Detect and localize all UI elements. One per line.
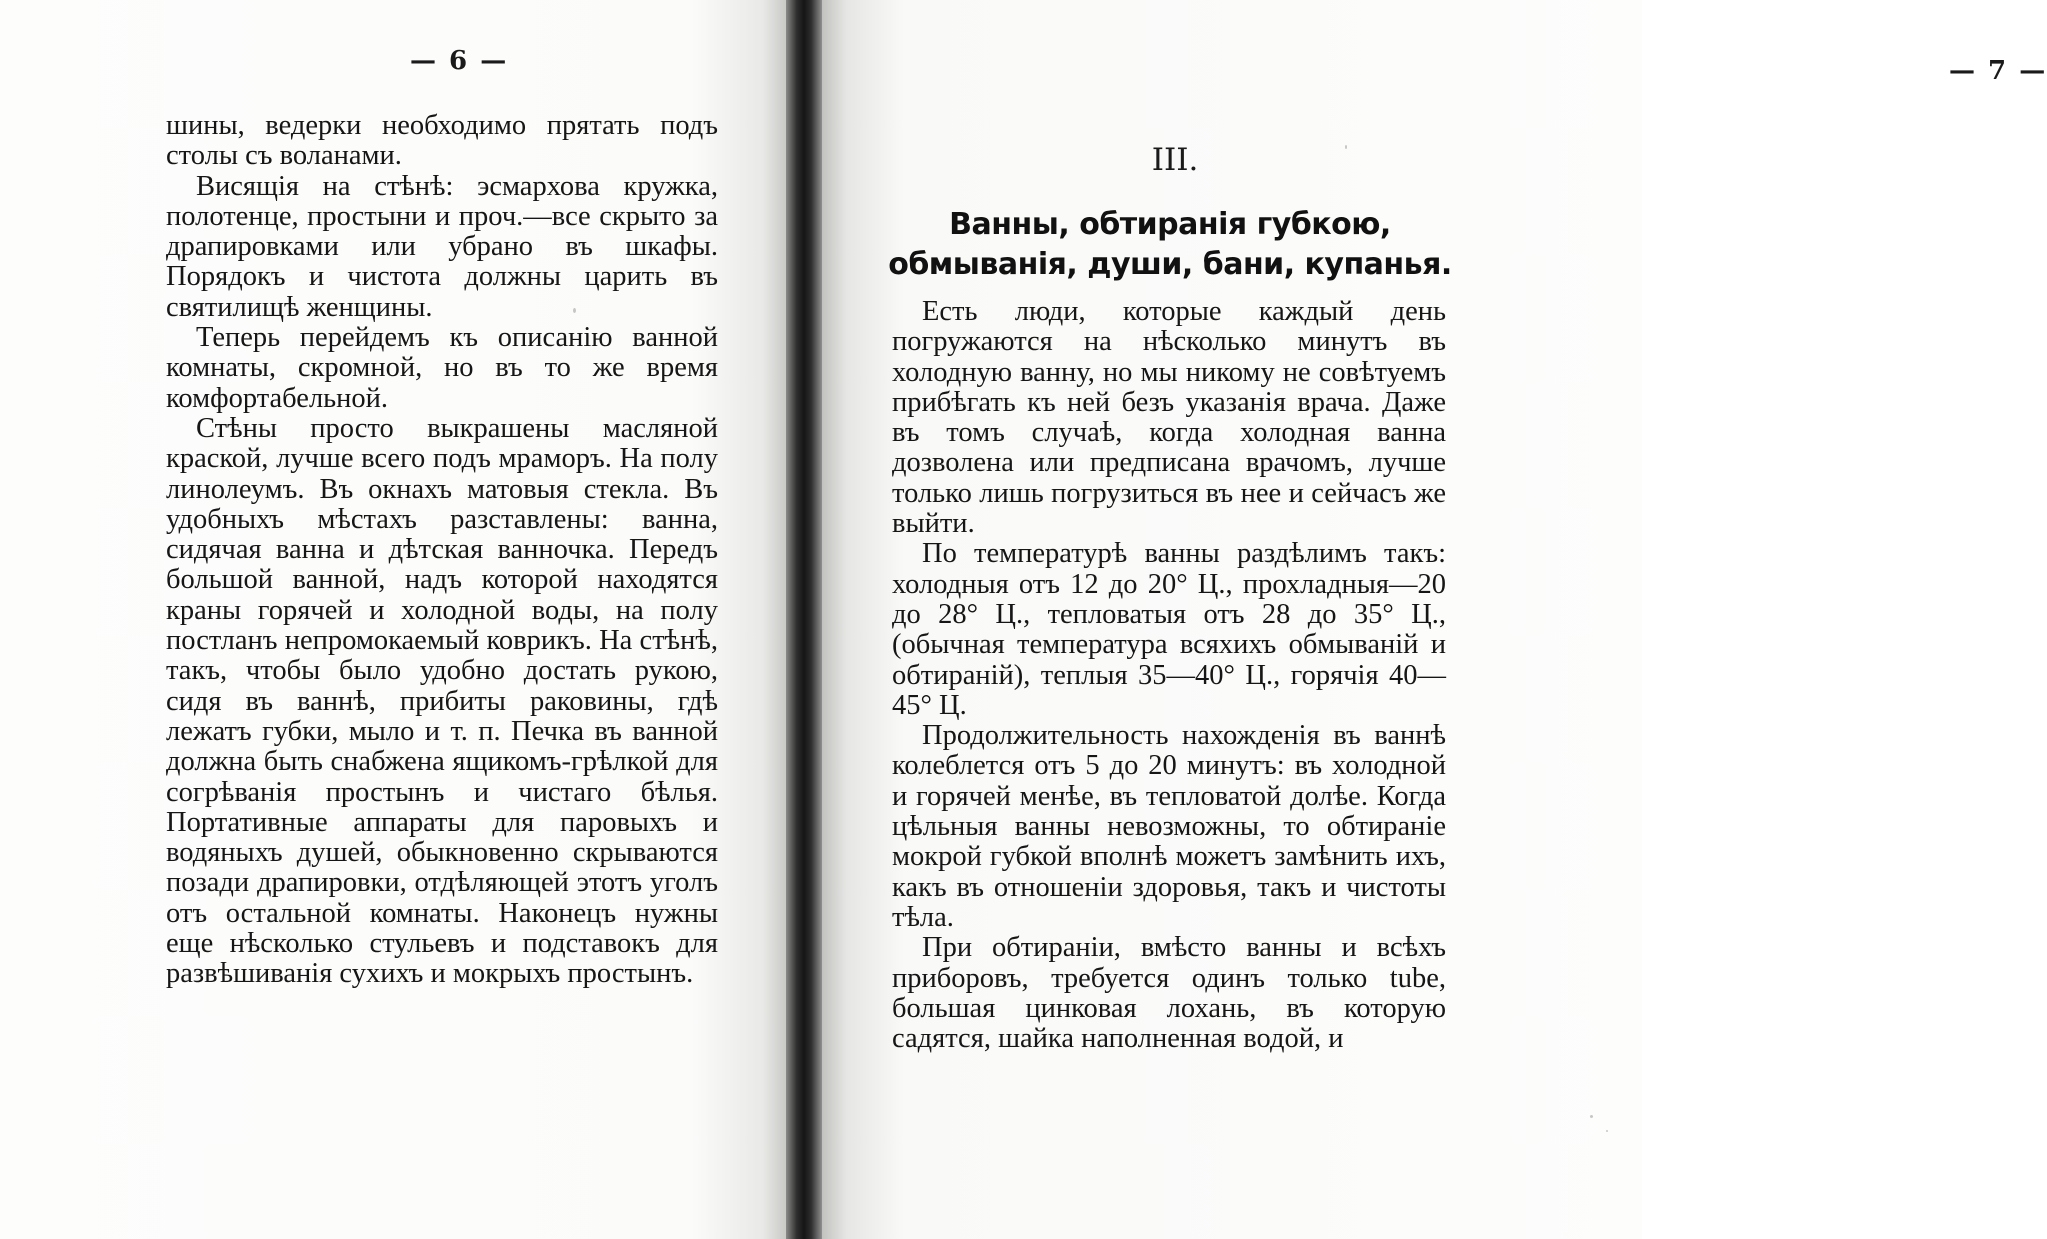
book-gutter bbox=[786, 0, 822, 1239]
left-page-body bbox=[166, 111, 718, 990]
page-number-right: — 7 — bbox=[1949, 56, 2047, 86]
paper-speck bbox=[1590, 1115, 1593, 1118]
left-paragraph-4: Стѣны просто выкрашены масляной краской, лучше всего подъ мраморъ. На полу линолеумъ. Въ окнахъ матовыя стекла. Въ удобныхъ мѣстахъ разставлены: ванна, сидячая ванна и дѣтская ванночка. Передъ большой ванной, надъ которой находятся краны горячей и холодной воды, на полу постланъ непромокаемый коврикъ. На стѣнѣ, такъ, чтобы было удобно достать рукою, сидя въ ваннѣ, прибиты раковины, гдѣ лежатъ губки, мыло и т. п. Печка въ ванной должна быть снабжена ящикомъ-грѣлкой для согрѣванія простынъ и чистаго бѣлья. Портативные аппараты для паровыхъ и водяныхъ душей, обыкновенно скрываются позади драпировки, отдѣляющей этотъ уголъ отъ остальной комнаты. Наконецъ нужны еще нѣсколько стульевъ и подставокъ для развѣшиванія сухихъ и мокрыхъ простынъ. bbox=[166, 412, 718, 990]
page-number-left: — 6 — bbox=[410, 46, 509, 76]
right-paragraph-1: Есть люди, которые каждый день погружаются на нѣсколько минутъ въ холодную ванну, но мы никому не совѣтуемъ прибѣгать къ ней безъ указанія врача. Даже въ томъ случаѣ, когда холодная ванна дозволена или предписана врачомъ, лучше только лишь погрузиться въ нее и сейчасъ же выйти. bbox=[892, 296, 1446, 540]
right-page-body bbox=[892, 297, 1446, 1054]
right-paragraph-3: Продолжительность нахожденія въ ваннѣ колеблется отъ 5 до 20 минутъ: въ холодной и горячей менѣе, въ тепловатой долѣе. Когда цѣльныя ванны невозможны, то обтираніе мокрой губкой вполнѣ можетъ замѣнить ихъ, какъ въ отношеніи здоровья, такъ и чистоты тѣла. bbox=[892, 720, 1446, 933]
section-heading: Ванны, обтиранія губкою, обмыванія, души, бани, купанья. bbox=[888, 207, 1452, 282]
left-paragraph-2: Висящія на стѣнѣ: эсмархова кружка, полотенце, простыни и проч.—все скрыто за драпировками или убрано въ шкафы. Порядокъ и чистота должны царить въ святилищѣ женщины. bbox=[166, 170, 718, 323]
left-page bbox=[0, 0, 786, 1239]
paper-speck bbox=[573, 308, 576, 313]
paper-speck bbox=[1345, 145, 1347, 149]
left-paragraph-3: Теперь перейдемъ къ описанію ванной комнаты, скромной, но въ то же время комфортабельной. bbox=[166, 322, 718, 414]
paper-speck bbox=[1606, 1130, 1608, 1132]
left-paragraph-1: шины, ведерки необходимо прятать подъ столы съ воланами. bbox=[166, 110, 718, 172]
section-number: III. bbox=[1151, 142, 1199, 178]
right-paragraph-2: По температурѣ ванны раздѣлимъ такъ: холодныя отъ 12 до 20° Ц., прохладныя—20 до 28° Ц., тепловатыя отъ 28 до 35° Ц., (обычная температура всяхихъ обмываній и обтираній), теплыя 35—40° Ц., горячія 40—45° Ц. bbox=[892, 538, 1446, 721]
right-paragraph-4: При обтираніи, вмѣсто ванны и всѣхъ приборовъ, требуется одинъ только tube, большая цинковая лохань, въ которую садятся, шайка наполненная водой, и bbox=[892, 932, 1446, 1055]
